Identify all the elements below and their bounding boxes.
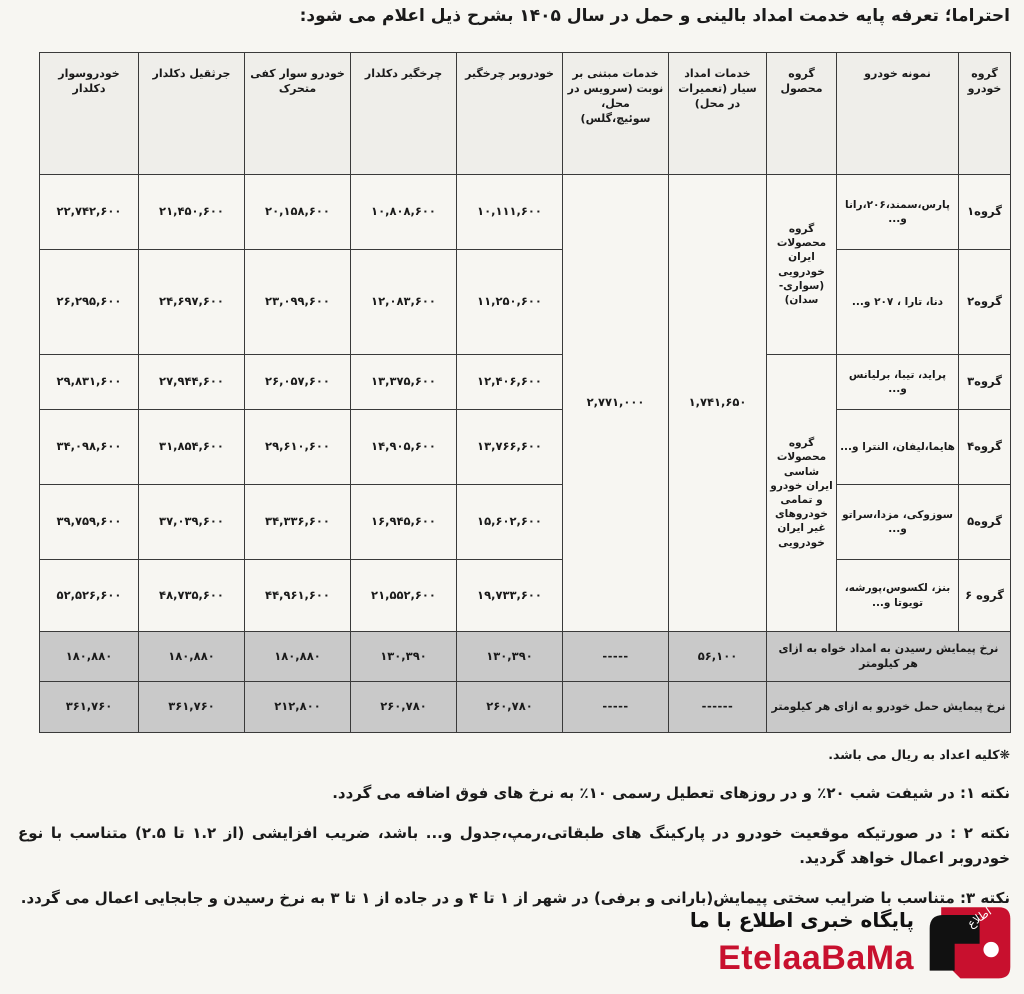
header-mobile: خدمات امداد سیار (تعمیرات در محل): [669, 53, 767, 175]
heavy-cell: ۲۴,۶۹۷,۶۰۰: [139, 250, 245, 355]
rate-carrier-cell: ۱۸۰,۸۸۰: [40, 632, 139, 682]
tariff-table: [39, 52, 1011, 733]
currency-note: ❋کلیه اعداد به ریال می باشد.: [828, 747, 1010, 762]
rate-heavy-cell: ۳۶۱,۷۶۰: [139, 682, 245, 733]
rate-flatbed-cell: ۱۸۰,۸۸۰: [245, 632, 351, 682]
header-flatbed: خودرو سوار کفی متحرک: [245, 53, 351, 175]
rate-towcar-cell: ۲۶۰,۷۸۰: [457, 682, 563, 733]
family-cell-iran-khodro: گروه محصولات ایران خودرویی (سواری- سدان): [767, 175, 837, 355]
header-sample: نمونه خودرو: [837, 53, 959, 175]
intro-text: احتراما؛ تعرفه پایه خدمت امداد بالینی و حمل در سال ۱۴۰۵ بشرح ذیل اعلام می شود:: [299, 6, 1010, 26]
header-queue: خدمات مبتنی بر نوبت (سرویس در محل، سوئیچ،گلس): [563, 53, 669, 175]
carrier-cell: ۲۶,۲۹۵,۶۰۰: [40, 250, 139, 355]
heavy-cell: ۲۷,۹۴۴,۶۰۰: [139, 355, 245, 410]
header-family: گروه محصول: [767, 53, 837, 175]
flatbed-cell: ۴۴,۹۶۱,۶۰۰: [245, 560, 351, 632]
note-3: نکته ۳: متناسب با ضرایب سختی پیمایش(بارانی و برفی) در شهر از ۱ تا ۴ و در جاده از ۱ تا ۳ به نرخ رسیدن و جابجایی اعمال می گردد.: [20, 888, 1010, 907]
rate-queue-cell: -----: [563, 632, 669, 682]
table-row: [40, 560, 1011, 632]
heavy-cell: ۲۱,۴۵۰,۶۰۰: [139, 175, 245, 250]
table-row: [40, 485, 1011, 560]
group-cell: گروه۱: [959, 175, 1011, 250]
rate-label: نرخ پیمایش رسیدن به امداد خواه به ازای هر کیلومتر: [767, 632, 1011, 682]
rate-dolly-cell: ۲۶۰,۷۸۰: [351, 682, 457, 733]
header-towcar: خودروبر چرخگیر: [457, 53, 563, 175]
flatbed-cell: ۲۳,۰۹۹,۶۰۰: [245, 250, 351, 355]
towcar-cell: ۱۲,۴۰۶,۶۰۰: [457, 355, 563, 410]
group-cell: گروه۳: [959, 355, 1011, 410]
heavy-cell: ۴۸,۷۳۵,۶۰۰: [139, 560, 245, 632]
rate-mobile-cell: ۵۶,۱۰۰: [669, 632, 767, 682]
watermark-title-en: EtelaaBaMa: [718, 939, 914, 977]
watermark-logo-icon: [922, 890, 1018, 986]
rate-towcar-cell: ۱۳۰,۳۹۰: [457, 632, 563, 682]
table-row: [40, 355, 1011, 410]
queue-service-cell: ۲,۷۷۱,۰۰۰: [563, 175, 669, 632]
dolly-cell: ۱۰,۸۰۸,۶۰۰: [351, 175, 457, 250]
heavy-cell: ۳۷,۰۳۹,۶۰۰: [139, 485, 245, 560]
header-heavy: جرثقیل دکلدار: [139, 53, 245, 175]
carrier-cell: ۲۹,۸۳۱,۶۰۰: [40, 355, 139, 410]
towcar-cell: ۱۵,۶۰۲,۶۰۰: [457, 485, 563, 560]
watermark: [644, 884, 1024, 994]
carrier-cell: ۳۴,۰۹۸,۶۰۰: [40, 410, 139, 485]
flatbed-cell: ۲۹,۶۱۰,۶۰۰: [245, 410, 351, 485]
header-dolly: چرخگیر دکلدار: [351, 53, 457, 175]
towcar-cell: ۱۱,۲۵۰,۶۰۰: [457, 250, 563, 355]
towcar-cell: ۱۰,۱۱۱,۶۰۰: [457, 175, 563, 250]
sample-cell: هایما،لیفان، النترا و...: [837, 410, 959, 485]
header-row: [40, 53, 1011, 175]
table-row: [40, 410, 1011, 485]
sample-cell: پراید، تیبا، برلیانس و...: [837, 355, 959, 410]
mobile-service-cell: ۱,۷۴۱,۶۵۰: [669, 175, 767, 632]
rate-queue-cell: -----: [563, 682, 669, 733]
carrier-cell: ۲۲,۷۴۲,۶۰۰: [40, 175, 139, 250]
dolly-cell: ۱۲,۰۸۳,۶۰۰: [351, 250, 457, 355]
note-1: نکته ۱: در شیفت شب ۲۰٪ و در روزهای تعطیل رسمی ۱۰٪ به نرخ های فوق اضافه می گردد.: [332, 784, 1010, 803]
group-cell: گروه۴: [959, 410, 1011, 485]
heavy-cell: ۳۱,۸۵۴,۶۰۰: [139, 410, 245, 485]
dolly-cell: ۲۱,۵۵۲,۶۰۰: [351, 560, 457, 632]
watermark-title-fa: پایگاه خبری اطلاع با ما: [689, 908, 914, 932]
header-carrier: خودروسوار دکلدار: [40, 53, 139, 175]
flatbed-cell: ۲۶,۰۵۷,۶۰۰: [245, 355, 351, 410]
table-row: [40, 175, 1011, 250]
rate-heavy-cell: ۱۸۰,۸۸۰: [139, 632, 245, 682]
rate-row-arrival: [40, 632, 1011, 682]
header-group: گروه خودرو: [959, 53, 1011, 175]
dolly-cell: ۱۳,۳۷۵,۶۰۰: [351, 355, 457, 410]
carrier-cell: ۳۹,۷۵۹,۶۰۰: [40, 485, 139, 560]
rate-dolly-cell: ۱۳۰,۳۹۰: [351, 632, 457, 682]
sample-cell: سوزوکی، مزدا،سراتو و...: [837, 485, 959, 560]
family-cell-other: گروه محصولات شاسی ایران خودرو و تمامی خودروهای غیر ایران خودرویی: [767, 355, 837, 632]
table-row: [40, 250, 1011, 355]
dolly-cell: ۱۶,۹۴۵,۶۰۰: [351, 485, 457, 560]
group-cell: گروه۵: [959, 485, 1011, 560]
note-2: نکته ۲ : در صورتیکه موقعیت خودرو در پارکینگ های طبقاتی،رمپ،جدول و... باشد، ضریب افزایشی (از ۱.۲ تا ۲.۵) متناسب با نوع خودروبر اعمال خواهد گردید.: [18, 823, 1010, 868]
flatbed-cell: ۳۴,۳۳۶,۶۰۰: [245, 485, 351, 560]
watermark-logo-text: اطلاع: [964, 904, 994, 931]
towcar-cell: ۱۳,۷۶۶,۶۰۰: [457, 410, 563, 485]
sample-cell: بنز، لکسوس،پورشه، تویوتا و...: [837, 560, 959, 632]
carrier-cell: ۵۲,۵۲۶,۶۰۰: [40, 560, 139, 632]
rate-flatbed-cell: ۲۱۲,۸۰۰: [245, 682, 351, 733]
dolly-cell: ۱۴,۹۰۵,۶۰۰: [351, 410, 457, 485]
sample-cell: پارس،سمند،۲۰۶،رانا و...: [837, 175, 959, 250]
flatbed-cell: ۲۰,۱۵۸,۶۰۰: [245, 175, 351, 250]
rate-row-transport: [40, 682, 1011, 733]
sample-cell: دنا، تارا ، ۲۰۷ و...: [837, 250, 959, 355]
group-cell: گروه۲: [959, 250, 1011, 355]
rate-label: نرخ پیمایش حمل خودرو به ازای هر کیلومتر: [767, 682, 1011, 733]
rate-mobile-cell: ------: [669, 682, 767, 733]
towcar-cell: ۱۹,۷۳۳,۶۰۰: [457, 560, 563, 632]
group-cell: گروه ۶: [959, 560, 1011, 632]
rate-carrier-cell: ۳۶۱,۷۶۰: [40, 682, 139, 733]
